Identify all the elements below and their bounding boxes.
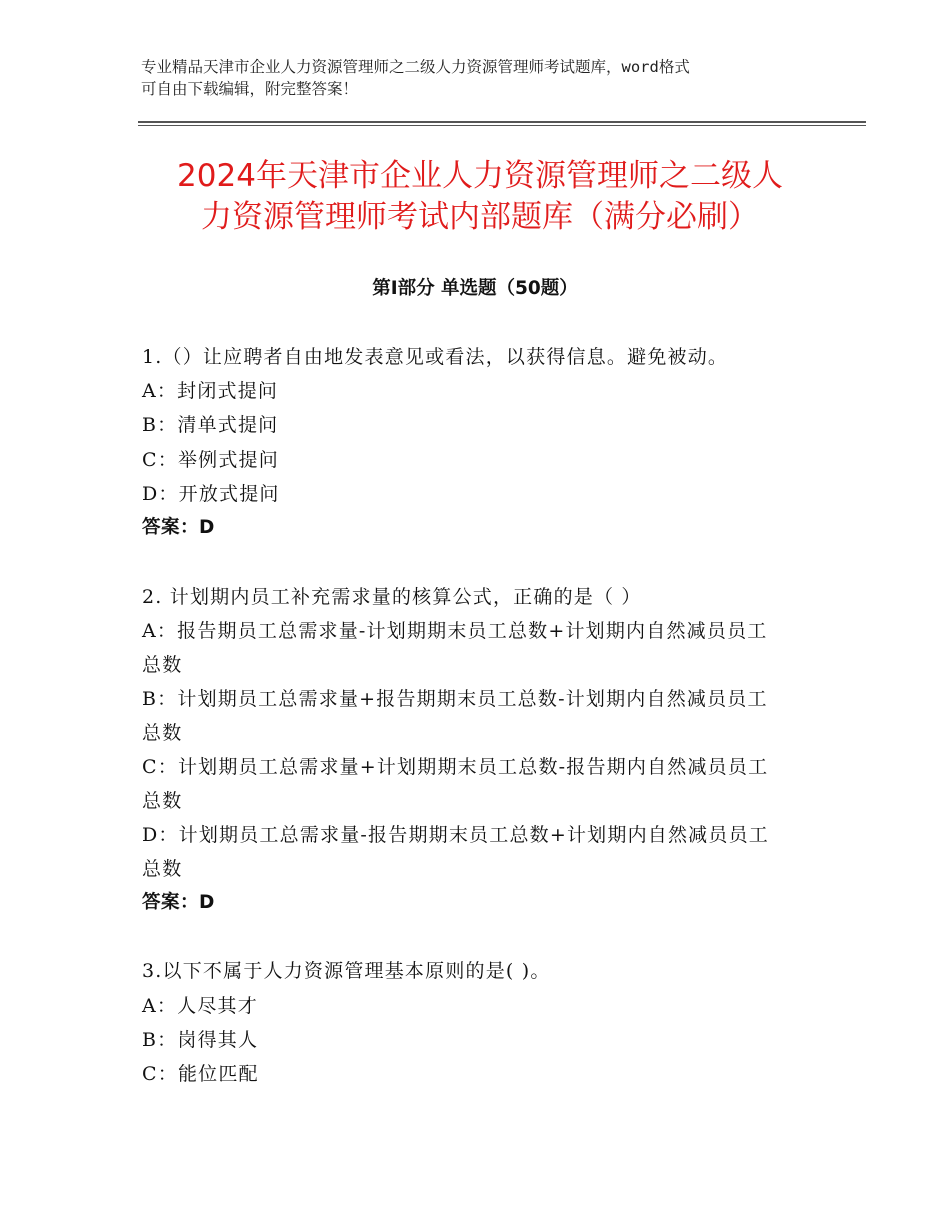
question-1-stem: 1.（）让应聘者自由地发表意见或看法，以获得信息。避免被动。 <box>142 346 729 368</box>
question-2-option-a-line-1: A：报告期员工总需求量-计划期期末员工总数+计划期内自然减员员工 <box>142 620 768 642</box>
question-1-option-d: D：开放式提问 <box>142 483 280 505</box>
question-3-option-a: A：人尽其才 <box>142 995 258 1017</box>
header-divider <box>138 121 866 126</box>
question-2-option-b-line-1: B：计划期员工总需求量+报告期期末员工总数-计划期内自然减员员工 <box>142 688 768 710</box>
question-2-option-b-line-2: 总数 <box>142 722 183 744</box>
question-3-stem: 3.以下不属于人力资源管理基本原则的是( )。 <box>142 960 551 982</box>
question-1-option-c: C：举例式提问 <box>142 449 279 471</box>
document-title <box>130 156 830 238</box>
header-note <box>141 56 821 100</box>
question-2-option-a-line-2: 总数 <box>142 654 183 676</box>
section-title: 第I部分 单选题（50题） <box>372 278 578 299</box>
question-2-option-c-line-2: 总数 <box>142 790 183 812</box>
question-1-option-a: A：封闭式提问 <box>142 380 279 402</box>
question-3-option-b: B：岗得其人 <box>142 1029 259 1051</box>
document-title-line-2: 力资源管理师考试内部题库（满分必刷） <box>201 199 759 235</box>
question-1-answer: 答案：D <box>142 517 215 538</box>
question-2-option-c-line-1: C：计划期员工总需求量+计划期期末员工总数-报告期内自然减员员工 <box>142 756 769 778</box>
question-2-stem: 2. 计划期内员工补充需求量的核算公式，正确的是（ ） <box>142 586 642 608</box>
question-3-option-c: C：能位匹配 <box>142 1063 259 1085</box>
header-note-line-1: 专业精品天津市企业人力资源管理师之二级人力资源管理师考试题库，word格式 <box>141 58 690 76</box>
question-1-option-b: B：清单式提问 <box>142 414 279 436</box>
header-note-line-2: 可自由下载编辑，附完整答案！ <box>141 80 359 98</box>
question-2-option-d-line-2: 总数 <box>142 858 183 880</box>
question-2-option-d-line-1: D：计划期员工总需求量-报告期期末员工总数+计划期内自然减员员工 <box>142 824 769 846</box>
question-2-answer: 答案：D <box>142 892 215 913</box>
document-title-line-1: 2024年天津市企业人力资源管理师之二级人 <box>177 158 783 194</box>
